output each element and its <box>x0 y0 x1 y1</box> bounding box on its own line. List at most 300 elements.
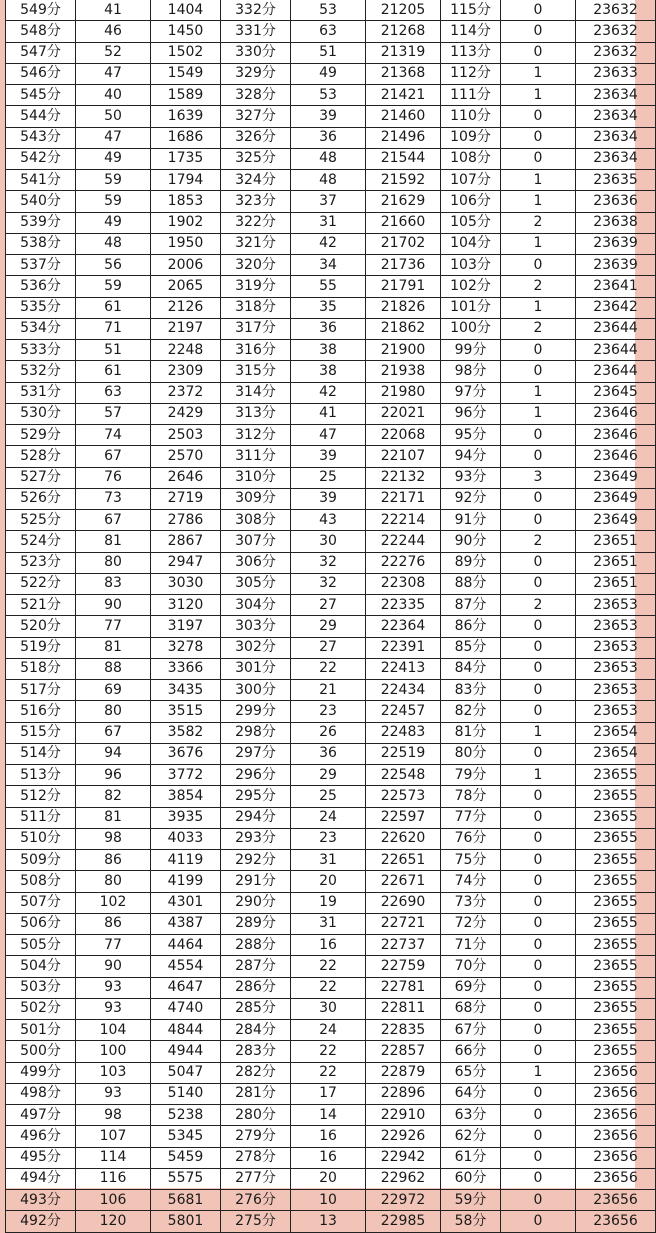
cell-cumulative-b: 22107 <box>366 446 441 467</box>
cell-count-a: 93 <box>76 977 151 998</box>
cell-count-b: 22 <box>291 1062 366 1083</box>
cell-score-a: 530分 <box>6 403 76 424</box>
cell-count-c: 0 <box>501 871 576 892</box>
cell-count-b: 16 <box>291 1147 366 1168</box>
cell-count-b: 30 <box>291 531 366 552</box>
cell-count-c: 0 <box>501 956 576 977</box>
cell-score-a: 528分 <box>6 446 76 467</box>
cell-count-b: 13 <box>291 1211 366 1232</box>
cell-cumulative-c: 23634 <box>576 106 656 127</box>
cell-score-c: 86分 <box>441 616 501 637</box>
cell-score-b: 290分 <box>221 892 291 913</box>
table-row <box>6 1147 656 1168</box>
cell-cumulative-a: 2065 <box>151 276 221 297</box>
cell-cumulative-b: 22910 <box>366 1105 441 1126</box>
cell-cumulative-a: 4554 <box>151 956 221 977</box>
cell-cumulative-c: 23656 <box>576 1190 656 1211</box>
cell-count-b: 43 <box>291 510 366 531</box>
cell-score-c: 82分 <box>441 701 501 722</box>
cell-score-c: 102分 <box>441 276 501 297</box>
cell-count-a: 56 <box>76 255 151 276</box>
cell-cumulative-a: 4301 <box>151 892 221 913</box>
cell-cumulative-b: 22737 <box>366 935 441 956</box>
cell-count-b: 31 <box>291 850 366 871</box>
cell-count-b: 10 <box>291 1190 366 1211</box>
cell-score-c: 72分 <box>441 913 501 934</box>
cell-cumulative-c: 23653 <box>576 616 656 637</box>
cell-score-a: 520分 <box>6 616 76 637</box>
cell-score-a: 496分 <box>6 1126 76 1147</box>
cell-cumulative-c: 23651 <box>576 552 656 573</box>
cell-cumulative-b: 21496 <box>366 127 441 148</box>
cell-cumulative-b: 22519 <box>366 743 441 764</box>
table-row <box>6 1168 656 1189</box>
cell-cumulative-c: 23644 <box>576 340 656 361</box>
cell-count-c: 1 <box>501 297 576 318</box>
cell-count-b: 20 <box>291 871 366 892</box>
cell-score-b: 318分 <box>221 297 291 318</box>
cell-score-b: 283分 <box>221 1041 291 1062</box>
cell-count-b: 39 <box>291 106 366 127</box>
cell-score-c: 68分 <box>441 998 501 1019</box>
cell-cumulative-c: 23654 <box>576 722 656 743</box>
cell-cumulative-b: 21205 <box>366 0 441 21</box>
cell-count-a: 46 <box>76 21 151 42</box>
cell-count-a: 94 <box>76 743 151 764</box>
cell-cumulative-a: 2646 <box>151 467 221 488</box>
cell-cumulative-a: 5681 <box>151 1190 221 1211</box>
cell-score-b: 305分 <box>221 573 291 594</box>
cell-count-c: 0 <box>501 0 576 21</box>
cell-score-b: 288分 <box>221 935 291 956</box>
table-row <box>6 212 656 233</box>
cell-cumulative-c: 23656 <box>576 1062 656 1083</box>
cell-count-c: 0 <box>501 977 576 998</box>
cell-score-a: 495分 <box>6 1147 76 1168</box>
cell-count-b: 27 <box>291 637 366 658</box>
cell-cumulative-b: 22690 <box>366 892 441 913</box>
cell-cumulative-c: 23639 <box>576 233 656 254</box>
cell-count-b: 16 <box>291 935 366 956</box>
cell-cumulative-a: 3854 <box>151 786 221 807</box>
cell-cumulative-c: 23656 <box>576 1083 656 1104</box>
cell-score-b: 310分 <box>221 467 291 488</box>
cell-cumulative-c: 23655 <box>576 807 656 828</box>
cell-cumulative-a: 5345 <box>151 1126 221 1147</box>
cell-count-b: 47 <box>291 425 366 446</box>
cell-count-c: 0 <box>501 1105 576 1126</box>
cell-cumulative-c: 23632 <box>576 0 656 21</box>
cell-count-a: 47 <box>76 127 151 148</box>
cell-cumulative-a: 4033 <box>151 828 221 849</box>
cell-cumulative-c: 23646 <box>576 446 656 467</box>
cell-score-a: 541分 <box>6 170 76 191</box>
table-row <box>6 1062 656 1083</box>
cell-count-a: 57 <box>76 403 151 424</box>
cell-score-c: 61分 <box>441 1147 501 1168</box>
cell-count-c: 2 <box>501 531 576 552</box>
cell-score-c: 113分 <box>441 42 501 63</box>
cell-score-b: 281分 <box>221 1083 291 1104</box>
cell-score-c: 92分 <box>441 488 501 509</box>
cell-count-a: 49 <box>76 212 151 233</box>
cell-score-a: 506分 <box>6 913 76 934</box>
cell-cumulative-a: 3030 <box>151 573 221 594</box>
cell-cumulative-b: 22335 <box>366 595 441 616</box>
cell-cumulative-b: 21629 <box>366 191 441 212</box>
cell-cumulative-a: 4199 <box>151 871 221 892</box>
cell-cumulative-a: 1853 <box>151 191 221 212</box>
cell-cumulative-c: 23651 <box>576 531 656 552</box>
cell-count-b: 31 <box>291 212 366 233</box>
cell-count-c: 0 <box>501 828 576 849</box>
cell-count-c: 0 <box>501 425 576 446</box>
cell-count-c: 0 <box>501 1020 576 1041</box>
cell-score-a: 523分 <box>6 552 76 573</box>
cell-score-b: 309分 <box>221 488 291 509</box>
cell-count-b: 26 <box>291 722 366 743</box>
cell-count-c: 0 <box>501 1190 576 1211</box>
cell-score-a: 547分 <box>6 42 76 63</box>
table-row <box>6 488 656 509</box>
cell-count-c: 0 <box>501 807 576 828</box>
cell-score-b: 303分 <box>221 616 291 637</box>
cell-cumulative-c: 23642 <box>576 297 656 318</box>
cell-score-c: 85分 <box>441 637 501 658</box>
cell-count-c: 1 <box>501 170 576 191</box>
cell-score-a: 542分 <box>6 148 76 169</box>
table-row <box>6 828 656 849</box>
cell-count-a: 104 <box>76 1020 151 1041</box>
cell-count-a: 69 <box>76 680 151 701</box>
cell-cumulative-b: 22879 <box>366 1062 441 1083</box>
cell-cumulative-b: 21319 <box>366 42 441 63</box>
cell-score-b: 321分 <box>221 233 291 254</box>
cell-cumulative-a: 2248 <box>151 340 221 361</box>
cell-cumulative-b: 21980 <box>366 382 441 403</box>
cell-count-c: 0 <box>501 106 576 127</box>
cell-cumulative-b: 22413 <box>366 658 441 679</box>
table-row <box>6 956 656 977</box>
cell-cumulative-b: 22171 <box>366 488 441 509</box>
table-row <box>6 361 656 382</box>
cell-score-c: 64分 <box>441 1083 501 1104</box>
cell-count-a: 67 <box>76 510 151 531</box>
cell-count-c: 0 <box>501 701 576 722</box>
cell-count-a: 74 <box>76 425 151 446</box>
cell-score-a: 500分 <box>6 1041 76 1062</box>
cell-cumulative-c: 23656 <box>576 1211 656 1232</box>
cell-count-c: 0 <box>501 552 576 573</box>
cell-cumulative-a: 2719 <box>151 488 221 509</box>
cell-count-b: 22 <box>291 658 366 679</box>
cell-cumulative-b: 21592 <box>366 170 441 191</box>
table-row <box>6 977 656 998</box>
cell-cumulative-b: 22244 <box>366 531 441 552</box>
cell-count-c: 2 <box>501 318 576 339</box>
table-row <box>6 127 656 148</box>
cell-score-b: 330分 <box>221 42 291 63</box>
table-row <box>6 701 656 722</box>
cell-count-a: 90 <box>76 595 151 616</box>
table-row <box>6 191 656 212</box>
cell-cumulative-b: 22132 <box>366 467 441 488</box>
cell-score-c: 114分 <box>441 21 501 42</box>
cell-count-b: 23 <box>291 701 366 722</box>
cell-count-c: 0 <box>501 913 576 934</box>
cell-count-c: 0 <box>501 573 576 594</box>
cell-cumulative-b: 22548 <box>366 765 441 786</box>
cell-score-a: 548分 <box>6 21 76 42</box>
cell-score-c: 107分 <box>441 170 501 191</box>
cell-score-c: 89分 <box>441 552 501 573</box>
cell-count-b: 29 <box>291 765 366 786</box>
table-row <box>6 850 656 871</box>
cell-score-c: 69分 <box>441 977 501 998</box>
cell-score-b: 280分 <box>221 1105 291 1126</box>
cell-cumulative-c: 23655 <box>576 998 656 1019</box>
cell-count-b: 34 <box>291 255 366 276</box>
cell-count-a: 76 <box>76 467 151 488</box>
cell-count-b: 36 <box>291 318 366 339</box>
cell-cumulative-c: 23655 <box>576 765 656 786</box>
cell-cumulative-c: 23655 <box>576 956 656 977</box>
cell-cumulative-b: 22364 <box>366 616 441 637</box>
cell-score-a: 501分 <box>6 1020 76 1041</box>
cell-cumulative-c: 23655 <box>576 786 656 807</box>
table-row <box>6 21 656 42</box>
cell-count-c: 0 <box>501 1147 576 1168</box>
cell-cumulative-c: 23655 <box>576 1041 656 1062</box>
cell-count-c: 0 <box>501 148 576 169</box>
cell-score-c: 67分 <box>441 1020 501 1041</box>
cell-cumulative-a: 2867 <box>151 531 221 552</box>
table-row <box>6 42 656 63</box>
cell-count-c: 0 <box>501 680 576 701</box>
cell-score-b: 331分 <box>221 21 291 42</box>
cell-cumulative-b: 22721 <box>366 913 441 934</box>
cell-count-a: 81 <box>76 637 151 658</box>
cell-cumulative-b: 22759 <box>366 956 441 977</box>
cell-score-c: 88分 <box>441 573 501 594</box>
cell-count-b: 22 <box>291 1041 366 1062</box>
cell-score-a: 499分 <box>6 1062 76 1083</box>
cell-cumulative-a: 5801 <box>151 1211 221 1232</box>
cell-cumulative-b: 21900 <box>366 340 441 361</box>
cell-cumulative-c: 23633 <box>576 63 656 84</box>
cell-cumulative-b: 21268 <box>366 21 441 42</box>
table-row <box>6 1083 656 1104</box>
cell-score-a: 510分 <box>6 828 76 849</box>
cell-score-a: 544分 <box>6 106 76 127</box>
cell-count-c: 3 <box>501 467 576 488</box>
cell-score-b: 297分 <box>221 743 291 764</box>
cell-score-b: 295分 <box>221 786 291 807</box>
cell-score-b: 313分 <box>221 403 291 424</box>
cell-count-b: 42 <box>291 233 366 254</box>
cell-count-c: 0 <box>501 1126 576 1147</box>
cell-score-b: 307分 <box>221 531 291 552</box>
cell-cumulative-b: 21660 <box>366 212 441 233</box>
cell-count-a: 59 <box>76 191 151 212</box>
table-row <box>6 935 656 956</box>
cell-score-a: 549分 <box>6 0 76 21</box>
cell-score-a: 508分 <box>6 871 76 892</box>
cell-score-b: 292分 <box>221 850 291 871</box>
cell-score-c: 66分 <box>441 1041 501 1062</box>
cell-count-c: 0 <box>501 743 576 764</box>
cell-count-c: 0 <box>501 786 576 807</box>
cell-count-c: 1 <box>501 765 576 786</box>
table-row <box>6 510 656 531</box>
cell-cumulative-c: 23655 <box>576 977 656 998</box>
cell-count-c: 1 <box>501 722 576 743</box>
cell-score-a: 511分 <box>6 807 76 828</box>
cell-cumulative-a: 2570 <box>151 446 221 467</box>
cell-score-a: 534分 <box>6 318 76 339</box>
cell-count-b: 42 <box>291 382 366 403</box>
cell-cumulative-c: 23655 <box>576 828 656 849</box>
cell-score-b: 278分 <box>221 1147 291 1168</box>
table-row <box>6 573 656 594</box>
cell-cumulative-a: 1589 <box>151 85 221 106</box>
cell-count-c: 1 <box>501 63 576 84</box>
cell-score-c: 80分 <box>441 743 501 764</box>
cell-score-b: 332分 <box>221 0 291 21</box>
cell-count-c: 0 <box>501 510 576 531</box>
cell-score-a: 518分 <box>6 658 76 679</box>
cell-score-a: 526分 <box>6 488 76 509</box>
cell-count-c: 2 <box>501 276 576 297</box>
cell-score-c: 73分 <box>441 892 501 913</box>
cell-score-c: 95分 <box>441 425 501 446</box>
cell-count-b: 19 <box>291 892 366 913</box>
cell-cumulative-c: 23644 <box>576 361 656 382</box>
cell-score-b: 276分 <box>221 1190 291 1211</box>
cell-cumulative-b: 22457 <box>366 701 441 722</box>
cell-cumulative-c: 23639 <box>576 255 656 276</box>
cell-cumulative-c: 23646 <box>576 425 656 446</box>
cell-count-b: 36 <box>291 127 366 148</box>
cell-count-a: 86 <box>76 913 151 934</box>
cell-cumulative-a: 2006 <box>151 255 221 276</box>
cell-cumulative-c: 23649 <box>576 510 656 531</box>
cell-score-a: 545分 <box>6 85 76 106</box>
cell-score-a: 537分 <box>6 255 76 276</box>
cell-count-a: 71 <box>76 318 151 339</box>
cell-count-a: 59 <box>76 170 151 191</box>
cell-cumulative-a: 5140 <box>151 1083 221 1104</box>
cell-count-a: 59 <box>76 276 151 297</box>
cell-cumulative-b: 21862 <box>366 318 441 339</box>
cell-score-c: 83分 <box>441 680 501 701</box>
cell-count-c: 0 <box>501 1041 576 1062</box>
cell-count-a: 51 <box>76 340 151 361</box>
cell-count-b: 30 <box>291 998 366 1019</box>
cell-count-b: 14 <box>291 1105 366 1126</box>
cell-cumulative-c: 23632 <box>576 42 656 63</box>
cell-count-b: 24 <box>291 1020 366 1041</box>
cell-score-c: 81分 <box>441 722 501 743</box>
cell-score-c: 99分 <box>441 340 501 361</box>
table-row <box>6 595 656 616</box>
cell-score-c: 65分 <box>441 1062 501 1083</box>
cell-cumulative-c: 23649 <box>576 467 656 488</box>
cell-count-a: 63 <box>76 382 151 403</box>
cell-score-b: 314分 <box>221 382 291 403</box>
cell-count-a: 61 <box>76 297 151 318</box>
cell-count-b: 27 <box>291 595 366 616</box>
cell-score-b: 312分 <box>221 425 291 446</box>
cell-cumulative-a: 5575 <box>151 1168 221 1189</box>
cell-count-c: 0 <box>501 127 576 148</box>
cell-score-a: 529分 <box>6 425 76 446</box>
cell-score-a: 516分 <box>6 701 76 722</box>
table-body <box>6 0 656 1232</box>
cell-cumulative-a: 4119 <box>151 850 221 871</box>
cell-cumulative-c: 23655 <box>576 935 656 956</box>
table-row <box>6 318 656 339</box>
cell-cumulative-a: 5459 <box>151 1147 221 1168</box>
cell-count-c: 0 <box>501 637 576 658</box>
cell-count-c: 0 <box>501 21 576 42</box>
cell-count-c: 1 <box>501 1062 576 1083</box>
cell-count-c: 0 <box>501 42 576 63</box>
cell-cumulative-a: 4464 <box>151 935 221 956</box>
cell-score-c: 105分 <box>441 212 501 233</box>
cell-cumulative-b: 22972 <box>366 1190 441 1211</box>
cell-count-c: 0 <box>501 1083 576 1104</box>
table-row <box>6 1126 656 1147</box>
table-row <box>6 425 656 446</box>
cell-cumulative-b: 22857 <box>366 1041 441 1062</box>
cell-count-c: 1 <box>501 403 576 424</box>
cell-score-b: 322分 <box>221 212 291 233</box>
cell-count-a: 80 <box>76 552 151 573</box>
cell-score-c: 60分 <box>441 1168 501 1189</box>
cell-count-a: 82 <box>76 786 151 807</box>
cell-count-a: 67 <box>76 446 151 467</box>
cell-score-b: 329分 <box>221 63 291 84</box>
cell-count-a: 96 <box>76 765 151 786</box>
cell-score-c: 106分 <box>441 191 501 212</box>
cell-count-b: 36 <box>291 743 366 764</box>
cell-count-a: 100 <box>76 1041 151 1062</box>
cell-score-b: 306分 <box>221 552 291 573</box>
cell-score-c: 84分 <box>441 658 501 679</box>
table-row <box>6 340 656 361</box>
cell-score-c: 75分 <box>441 850 501 871</box>
cell-score-c: 96分 <box>441 403 501 424</box>
cell-score-c: 71分 <box>441 935 501 956</box>
cell-score-a: 494分 <box>6 1168 76 1189</box>
cell-cumulative-b: 22835 <box>366 1020 441 1041</box>
cell-cumulative-b: 22985 <box>366 1211 441 1232</box>
cell-cumulative-b: 22434 <box>366 680 441 701</box>
cell-score-b: 326分 <box>221 127 291 148</box>
table-row <box>6 680 656 701</box>
cell-count-b: 32 <box>291 552 366 573</box>
table-row <box>6 382 656 403</box>
cell-cumulative-b: 21368 <box>366 63 441 84</box>
cell-count-a: 77 <box>76 616 151 637</box>
cell-cumulative-c: 23634 <box>576 148 656 169</box>
cell-cumulative-a: 3772 <box>151 765 221 786</box>
cell-count-c: 0 <box>501 892 576 913</box>
cell-cumulative-c: 23636 <box>576 191 656 212</box>
cell-score-a: 519分 <box>6 637 76 658</box>
cell-score-b: 320分 <box>221 255 291 276</box>
